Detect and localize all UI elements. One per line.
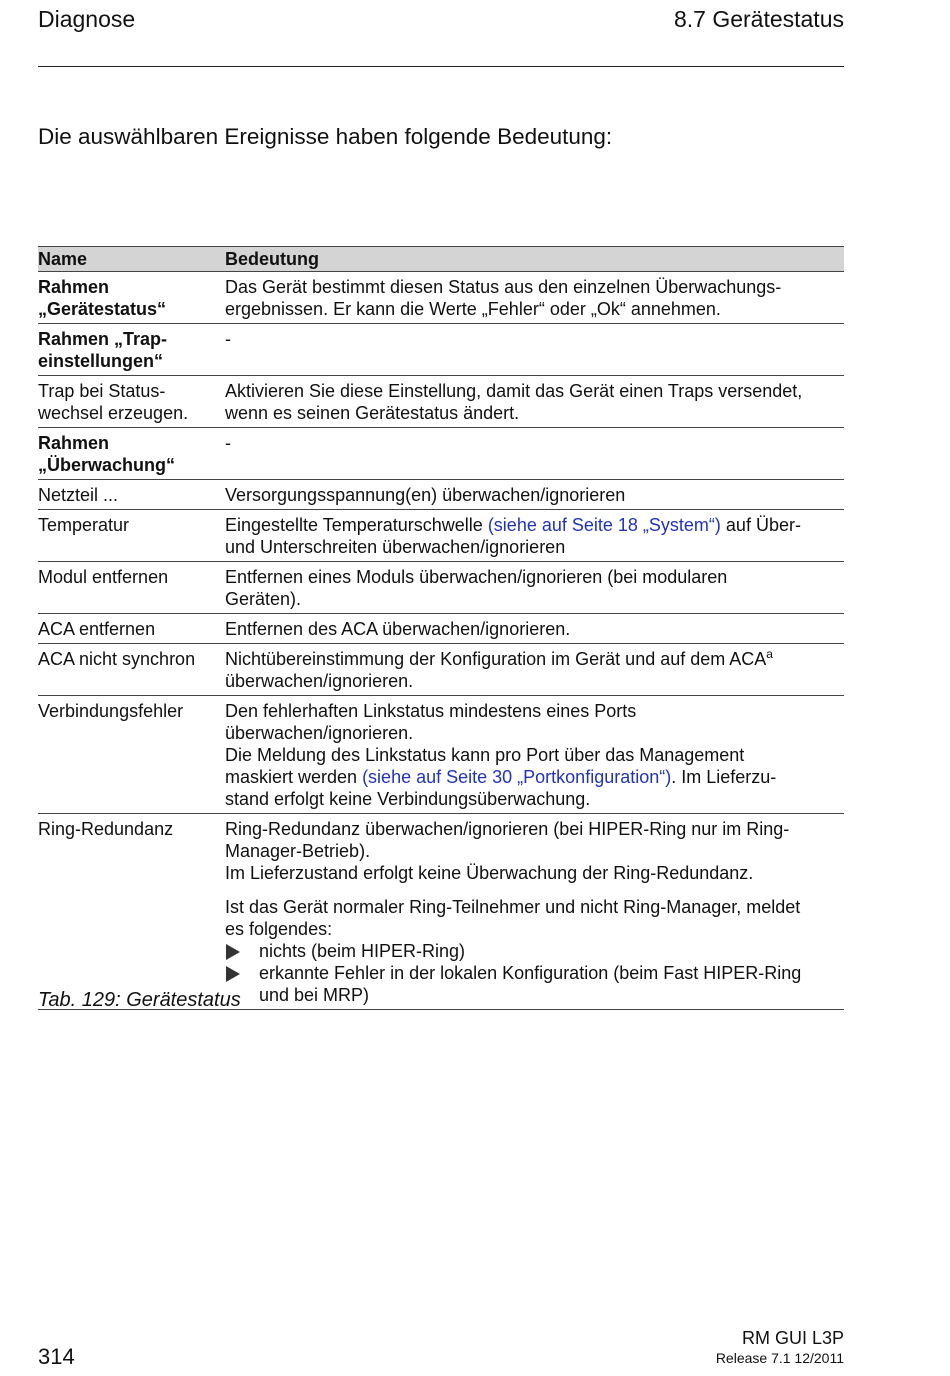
bullet-list <box>225 940 844 1006</box>
column-header-name: Name <box>38 247 225 272</box>
cross-reference-link[interactable]: (siehe auf Seite 18 „System“) <box>487 515 721 535</box>
row-meaning: Versorgungsspannung(en) überwachen/ignorieren <box>225 485 626 505</box>
row-name: Rahmen „Gerätestatus“ <box>38 277 167 319</box>
table-row <box>38 428 844 480</box>
row-name: Temperatur <box>38 515 130 535</box>
row-name: ACA entfernen <box>38 619 156 639</box>
triangle-bullet-icon <box>226 944 240 960</box>
page-number: 314 <box>38 1344 75 1369</box>
row-meaning: - <box>225 433 231 453</box>
row-meaning: Nichtübereinstimmung der Konfiguration im Gerät und auf dem ACA$^a$ überwachen/ignorieren. <box>225 647 773 691</box>
row-meaning: Das Gerät bestimmt diesen Status aus den einzelnen Überwachungs- ergebnissen. Er kann die Werte „Fehler“ oder „Ok“ annehmen. <box>225 277 782 319</box>
row-meaning: Entfernen eines Moduls überwachen/ignorieren (bei modularen Geräten). <box>225 567 728 609</box>
release-info: Release 7.1 12/2011 <box>715 1350 844 1366</box>
row-meaning: Den fehlerhaften Linkstatus mindestens eines Ports überwachen/ignorieren. Die Meldung des Linkstatus kann pro Port über das Management maskiert werden (siehe auf Seite 30 „Portkonfiguration“). Im Lieferzu- stand erfolgt keine Verbindungsüberwachung. <box>225 701 777 809</box>
row-meaning: Ring-Redundanz überwachen/ignorieren (bei HIPER-Ring nur im Ring- Manager-Betrieb). Im Lieferzustand erfolgt keine Überwachung der Ring-Redundanz. Ist das Gerät normaler Ring-Teilnehmer und nicht Ring-Manager, meldet es folgendes: nichts (beim HIPER-Ring) erkannte Fehler in der lokalen Konfiguration (beim Fast HIPER-Ring und bei MRP) <box>225 814 844 1010</box>
device-status-table <box>38 246 844 1010</box>
row-name: Ring-Redundanz <box>38 819 174 839</box>
table-row <box>38 272 844 324</box>
list-item: erkannte Fehler in der lokalen Konfiguration (beim Fast HIPER-Ring und bei MRP) <box>225 962 844 1006</box>
table-row <box>38 510 844 562</box>
footnote-marker: a <box>766 647 773 661</box>
row-name: ACA nicht synchron <box>38 649 196 669</box>
table-row <box>38 814 844 1010</box>
header-divider <box>38 66 844 67</box>
row-name: Trap bei Status- wechsel erzeugen. <box>38 381 189 423</box>
table-row <box>38 376 844 428</box>
cross-reference-link[interactable]: (siehe auf Seite 30 „Portkonfiguration“) <box>362 767 672 787</box>
table-header-row <box>38 247 844 272</box>
column-header-meaning: Bedeutung <box>225 247 844 272</box>
row-meaning: Entfernen des ACA überwachen/ignorieren. <box>225 619 571 639</box>
row-name: Netzteil ... <box>38 485 119 505</box>
intro-text: Die auswählbaren Ereignisse haben folgende Bedeutung: <box>38 124 613 149</box>
table-row <box>38 614 844 644</box>
row-name: Rahmen „Trap- einstellungen“ <box>38 329 168 371</box>
triangle-bullet-icon <box>226 966 240 982</box>
document-id: RM GUI L3P <box>741 1328 844 1348</box>
row-name: Rahmen „Überwachung“ <box>38 433 176 475</box>
table-row <box>38 644 844 696</box>
row-meaning: Aktivieren Sie diese Einstellung, damit das Gerät einen Traps versendet, wenn es seinen Gerätestatus ändert. <box>225 381 803 423</box>
table-row <box>38 696 844 814</box>
row-name: Verbindungsfehler <box>38 701 184 721</box>
table-row <box>38 324 844 376</box>
list-item: nichts (beim HIPER-Ring) <box>225 940 844 962</box>
row-meaning: - <box>225 329 231 349</box>
table-caption: Tab. 129: Gerätestatus <box>38 989 241 1011</box>
chapter-title: 8.7 Gerätestatus <box>673 6 844 32</box>
table-row <box>38 562 844 614</box>
row-meaning: Eingestellte Temperaturschwelle (siehe auf Seite 18 „System“) auf Über- und Unterschreiten überwachen/ignorieren <box>225 515 801 557</box>
page-header <box>38 6 844 38</box>
row-name: Modul entfernen <box>38 567 169 587</box>
section-title: Diagnose <box>38 6 136 32</box>
table-row <box>38 480 844 510</box>
